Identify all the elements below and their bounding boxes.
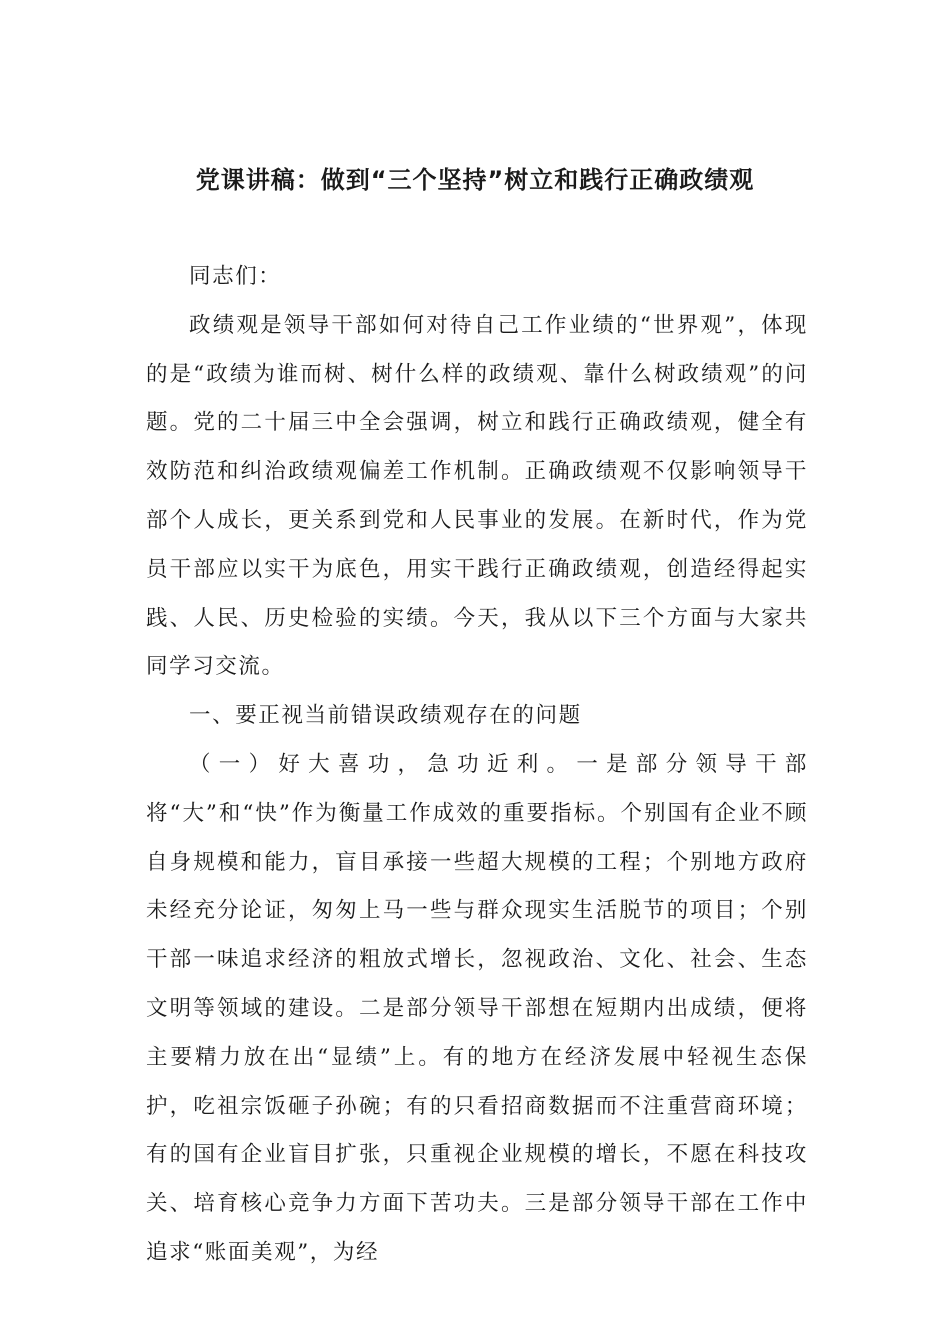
document-title: 党课讲稿：做到“三个坚持”树立和践行正确政绩观 [195, 166, 755, 194]
section-heading: 一、要正视当前错误政绩观存在的问题 [189, 703, 582, 729]
document-body [146, 253, 808, 1278]
salutation-paragraph: 同志们： [189, 264, 282, 289]
intro-paragraph: 政绩观是领导干部如何对待自己工作业绩的“世界观”，体现的是“政绩为谁而树、树什么样的政绩观、靠什么树政绩观”的问题。党的二十届三中全会强调，树立和践行正确政绩观，健全有效防范和纠治政绩观偏差工作机制。正确政绩观不仅影响领导干部个人成长，更关系到党和人民事业的发展。在新时代，作为党员干部应以实干为底色，用实干践行正确政绩观，创造经得起实践、人民、历史检验的实绩。今天，我从以下三个方面与大家共同学习交流。 [146, 312, 808, 680]
body-paragraph: （一）好大喜功，急功近利。一是部分领导干部将“大”和“快”作为衡量工作成效的重要指标。个别国有企业不顾自身规模和能力，盲目承接一些超大规模的工程；个别地方政府未经充分论证，匆匆上马一些与群众现实生活脱节的项目；个别干部一味追求经济的粗放式增长，忽视政治、文化、社会、生态文明等领域的建设。二是部分领导干部想在短期内出成绩，便将主要精力放在出“显绩”上。有的地方在经济发展中轻视生态保护，吃祖宗饭砸子孙碗；有的只看招商数据而不注重营商环境；有的国有企业盲目扩张，只重视企业规模的增长，不愿在科技攻关、培育核心竞争力方面下苦功夫。三是部分领导干部在工作中追求“账面美观”，为经 [146, 751, 808, 1265]
